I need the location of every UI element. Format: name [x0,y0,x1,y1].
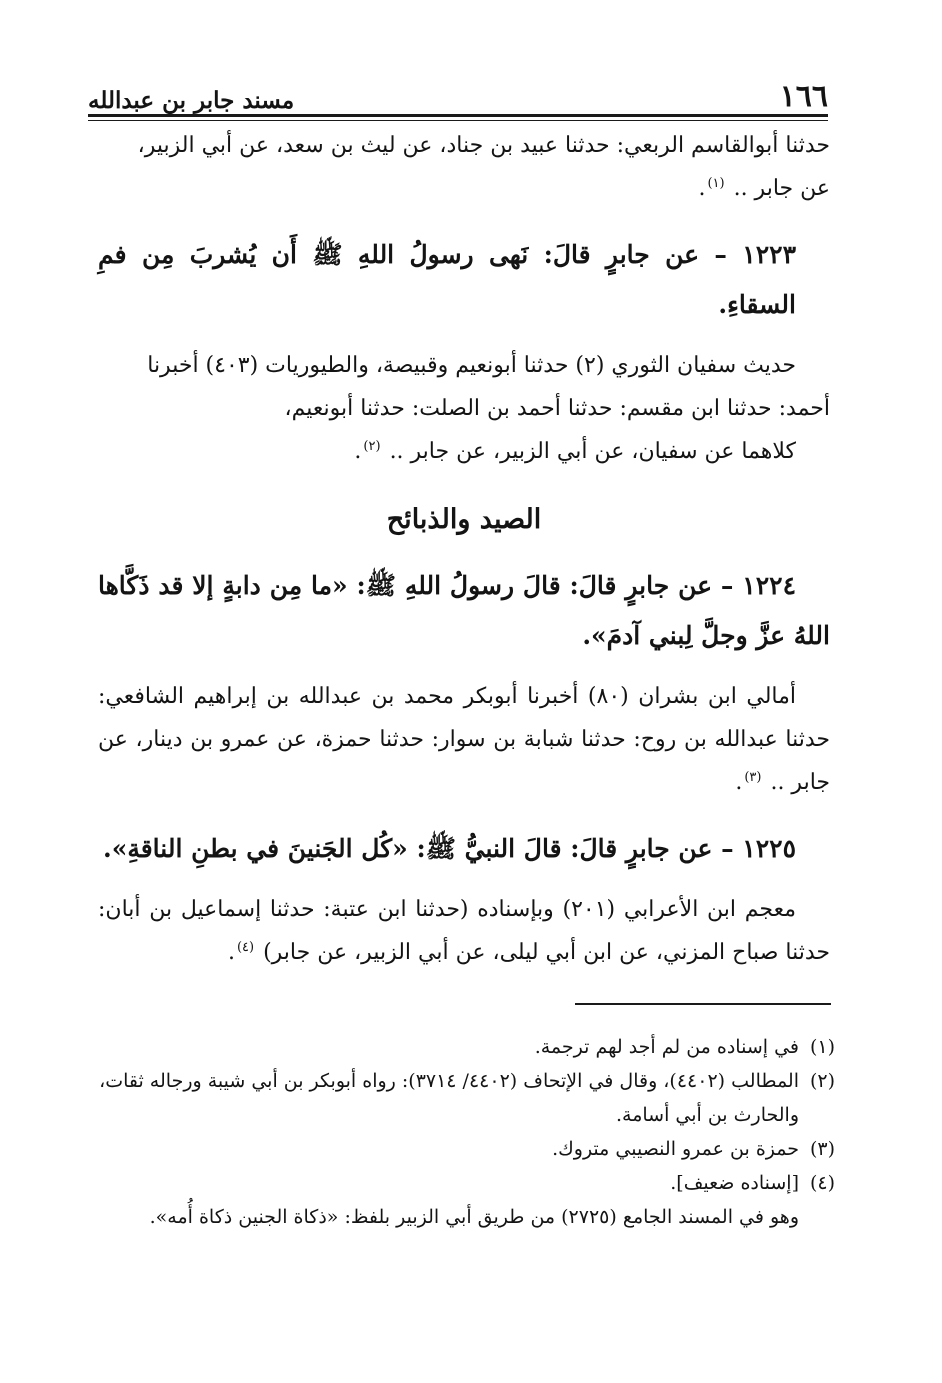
footnote-number: (٢) [809,1070,835,1092]
footnote-text: في إسناده من لم أجد لهم ترجمة. [534,1036,799,1058]
footnote-number: (١) [809,1036,835,1058]
footnote-4 [98,1166,835,1200]
intro-isnad: حدثنا أبوالقاسم الربعي: حدثنا عبيد بن جناد، عن ليث بن سعد، عن أبي الزبير، عن جابر .. $^{(١)}$. [137,133,830,201]
section-heading: الصيد والذبائح [386,504,542,535]
hadith-1224: ١٢٢٤ – عن جابرٍ قالَ: قالَ رسولُ اللهِ ﷺ: «ما مِن دابةٍ إلا قد ذَكَّاها اللهُ عزَّ وجلَّ لِبني آدمَ». [98,571,830,650]
footnote-number: (٤) [809,1172,835,1194]
footnote-separator [575,1003,831,1005]
footnote-ref-2[interactable]: (٢) [363,438,381,454]
footnote-4-continuation: وهو في المسند الجامع (٢٧٢٥) من طريق أبي الزبير بلفظ: «ذكاة الجنين ذكاة أُمه». [149,1206,799,1228]
source-1223: حديث سفيان الثوري (٢) حدثنا أبونعيم وقبيصة، والطيوريات (٤٠٣) أخبرنا أحمد: حدثنا ابن مقسم: حدثنا أحمد بن الصلت: حدثنا أبونعيم، كلاهما عن سفيان، عن أبي الزبير، عن جابر .. $^{(٢)}$. [98,344,830,473]
footnote-3 [98,1132,835,1166]
intro-line-2: عن جابر .. [733,176,830,201]
footnote-ref-4[interactable]: (٤) [236,939,255,955]
hadith-1225: ١٢٢٥ – عن جابرٍ قالَ: قالَ النبيُّ ﷺ: «كُل الجَنينَ في بطنِ الناقةِ». [102,834,796,863]
intro-line-1: حدثنا أبوالقاسم الربعي: حدثنا عبيد بن جناد، عن ليث بن سعد، عن أبي الزبير، [137,133,830,158]
hadith-1223: ١٢٢٣ – عن جابرٍ قالَ: نَهى رسولُ اللهِ ﷺ أَن يُشربَ مِن فمِ السقاءِ. [98,240,796,319]
footnote-ref-1[interactable]: (١) [707,175,725,191]
footnote-text: [إسناده ضعيف]. [670,1172,799,1194]
source-1223-line-3: كلاهما عن سفيان، عن أبي الزبير، عن جابر .. [389,439,796,464]
source-1223-line-1: حديث سفيان الثوري (٢) حدثنا أبونعيم وقبيصة، والطيوريات (٤٠٣) أخبرنا [147,353,796,378]
footnote-2 [98,1064,835,1132]
main-text [98,124,830,974]
footnote-text: حمزة بن عمرو النصيبي متروك. [552,1138,799,1160]
source-1223-line-2: أحمد: حدثنا ابن مقسم: حدثنا أحمد بن الصلت: حدثنا أبونعيم، [284,396,830,421]
running-title: مسند جابر بن عبدالله [88,87,295,114]
page-number: ١٦٦ [779,79,828,114]
header-rule-thick [88,114,828,117]
header-rule-thin [88,120,828,121]
footnote-text: المطالب (٤٤٠٢)، وقال في الإتحاف (٤٤٠٢/ ٣٧١٤): رواه أبوبكر بن أبي شيبة ورجاله ثقات، والحارث بن أبي أسامة. [99,1070,799,1126]
footnote-ref-3[interactable]: (٣) [744,769,762,785]
footnote-number: (٣) [809,1138,835,1160]
source-1225: معجم ابن الأعرابي (٢٠١) وبإسناده (حدثنا ابن عتبة: حدثنا إسماعيل بن أبان: حدثنا صباح المزني، عن ابن أبي ليلى، عن أبي الزبير، عن جابر) $^{(٤)}$. [98,897,830,965]
footnotes [98,1030,835,1234]
footnote-1 [98,1030,835,1064]
source-1224: أمالي ابن بشران (٨٠) أخبرنا أبوبكر محمد بن عبدالله بن إبراهيم الشافعي: حدثنا عبدالله بن روح: حدثنا شبابة بن سوار: حدثنا حمزة، عن عمرو بن دينار، عن جابر .. $^{(٣)}$. [98,684,830,795]
page-header [88,72,828,112]
